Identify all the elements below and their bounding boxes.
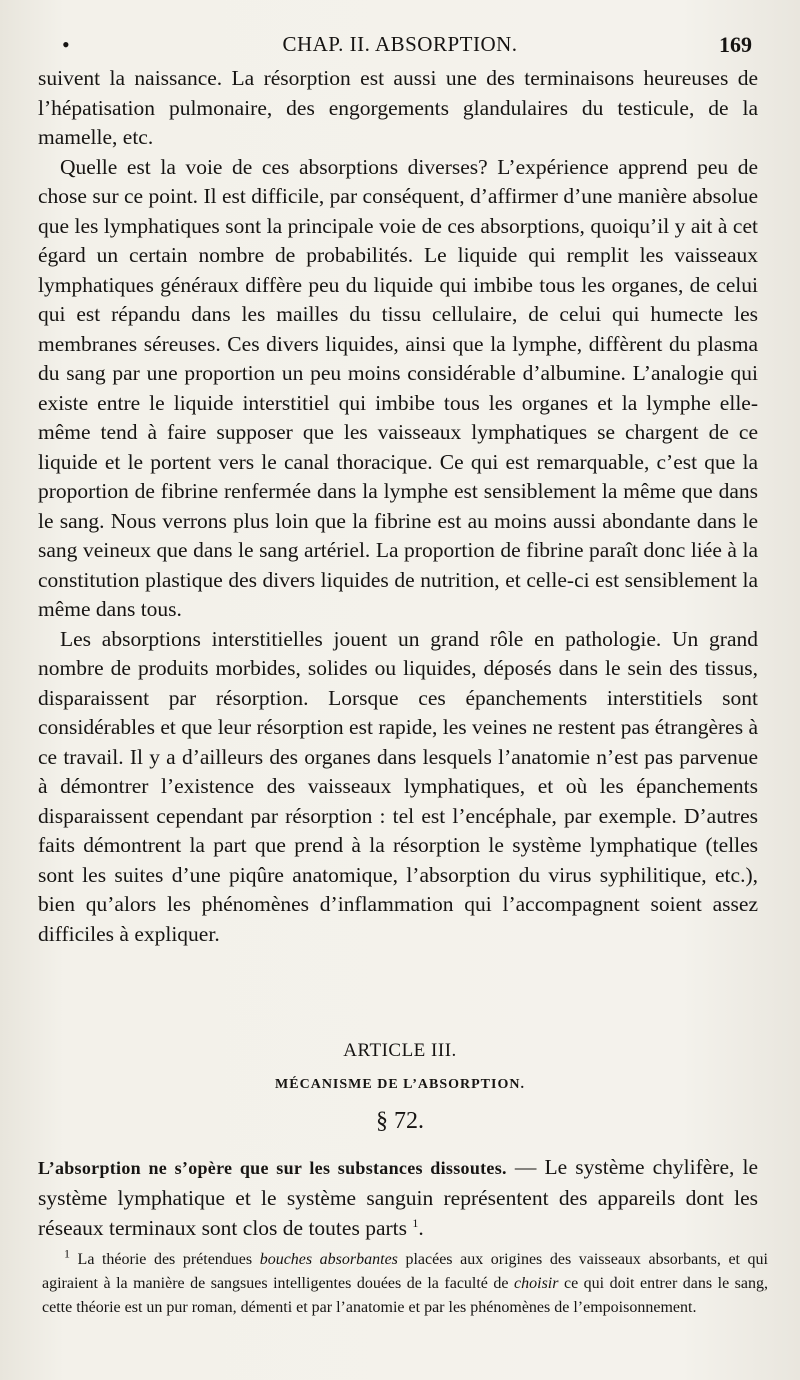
section-paragraph	[38, 1152, 758, 1243]
paragraph-interstitial-absorption: Les absorptions interstitielles jouent un grand rôle en pathologie. Un grand nombre de produits morbides, solides ou liquides, déposés dans le sein des tissus, disparaissent par résorption. Lorsque ces épanchements interstitiels sont considérables et que leur résorption est rapide, les veines ne restent pas étrangères à ce travail. Il y a d’ailleurs des organes dans lesquels l’anatomie n’est pas parvenue à démontrer l’existence des vaisseaux lymphatiques, et où les épanchements disparaissent cependant par résorption : tel est l’encéphale, par exemple. D’autres faits démontrent la part que prend à la résorption le système lymphatique (telles sont les suites d’une piqûre anatomique, l’absorption du virus syphilitique, etc.), bien qu’alors les phénomènes d’inflammation qui l’accompagnent soient assez difficiles à expliquer.	[38, 626, 758, 946]
running-title: CHAP. II. ABSORPTION.	[282, 32, 518, 56]
section-text: Le système chylifère, le système lymphatique et le système sanguin représentent des appareils dont les réseaux terminaux sont clos de toutes parts	[38, 1155, 758, 1240]
body-text	[38, 64, 758, 949]
article-heading: ARTICLE III.	[343, 1040, 457, 1061]
footnote-paragraph	[42, 1248, 768, 1320]
running-header	[0, 28, 800, 64]
footnote-marker: 1	[64, 1246, 70, 1261]
section-lead-sentence: L’absorption ne s’opère que sur les substances dissoutes.	[38, 1158, 507, 1178]
section-dash: —	[506, 1155, 545, 1179]
section-end: .	[418, 1216, 424, 1240]
paragraph-continuation: suivent la naissance. La résorption est aussi une des terminaisons heureuses de l’hépatisation pulmonaire, des engorgements glandulaires du testicule, de la mamelle, etc.	[38, 66, 758, 149]
footnote-italic-term: bouches absorbantes	[259, 1251, 398, 1268]
footnote	[42, 1248, 768, 1320]
footnote-text-before: La théorie des prétendues	[70, 1251, 260, 1268]
section-heading: § 72.	[376, 1108, 424, 1134]
footnote-reference: 1	[412, 1215, 419, 1230]
footnote-italic-choisir: choisir	[514, 1275, 559, 1292]
page-number: 169	[719, 32, 752, 57]
footnote-text-after: ce qui doit entrer dans le sang, cette théorie est un pur roman, démenti et par l’anatomie et par les phénomènes de l’empoisonnement.	[42, 1275, 769, 1316]
footnote-text-middle: placées aux origines des vaisseaux absorbants, et qui agiraient à la manière de sangsues intelligentes douées de la faculté de	[42, 1251, 768, 1292]
article-subtitle: MÉCANISME DE L’ABSORPTION.	[275, 1077, 525, 1092]
header-dot: •	[62, 32, 70, 57]
paragraph-absorption-routes: Quelle est la voie de ces absorptions diverses? L’expérience apprend peu de chose sur ce point. Il est difficile, par conséquent, d’affirmer d’une manière absolue que les lymphatiques sont la principale voie de ces absorptions, quoiqu’il y ait à cet égard un certain nombre de probabilités. Le liquide qui remplit les vaisseaux lymphatiques généraux diffère peu du liquide qui imbibe tous les organes, de celui qui est répandu dans les mailles du tissu cellulaire, de celui qui humecte les membranes séreuses. Ces divers liquides, ainsi que la lymphe, diffèrent du plasma du sang par une proportion un peu moins considérable d’albumine. L’analogie qui existe entre le liquide interstitiel qui imbibe tous les organes et la lymphe elle-même tend à faire supposer que les vaisseaux lymphatiques se chargent de ce liquide et le portent vers le canal thoracique. Ce qui est remarquable, c’est que la proportion de fibrine renfermée dans la lymphe est sensiblement la même que dans le sang. Nous verrons plus loin que la fibrine est au moins aussi abondante dans le sang veineux que dans le sang artériel. La proportion de fibrine paraît donc liée à la constitution plastique des divers liquides de nutrition, et celle-ci est sensiblement la même dans tous.	[38, 154, 758, 621]
